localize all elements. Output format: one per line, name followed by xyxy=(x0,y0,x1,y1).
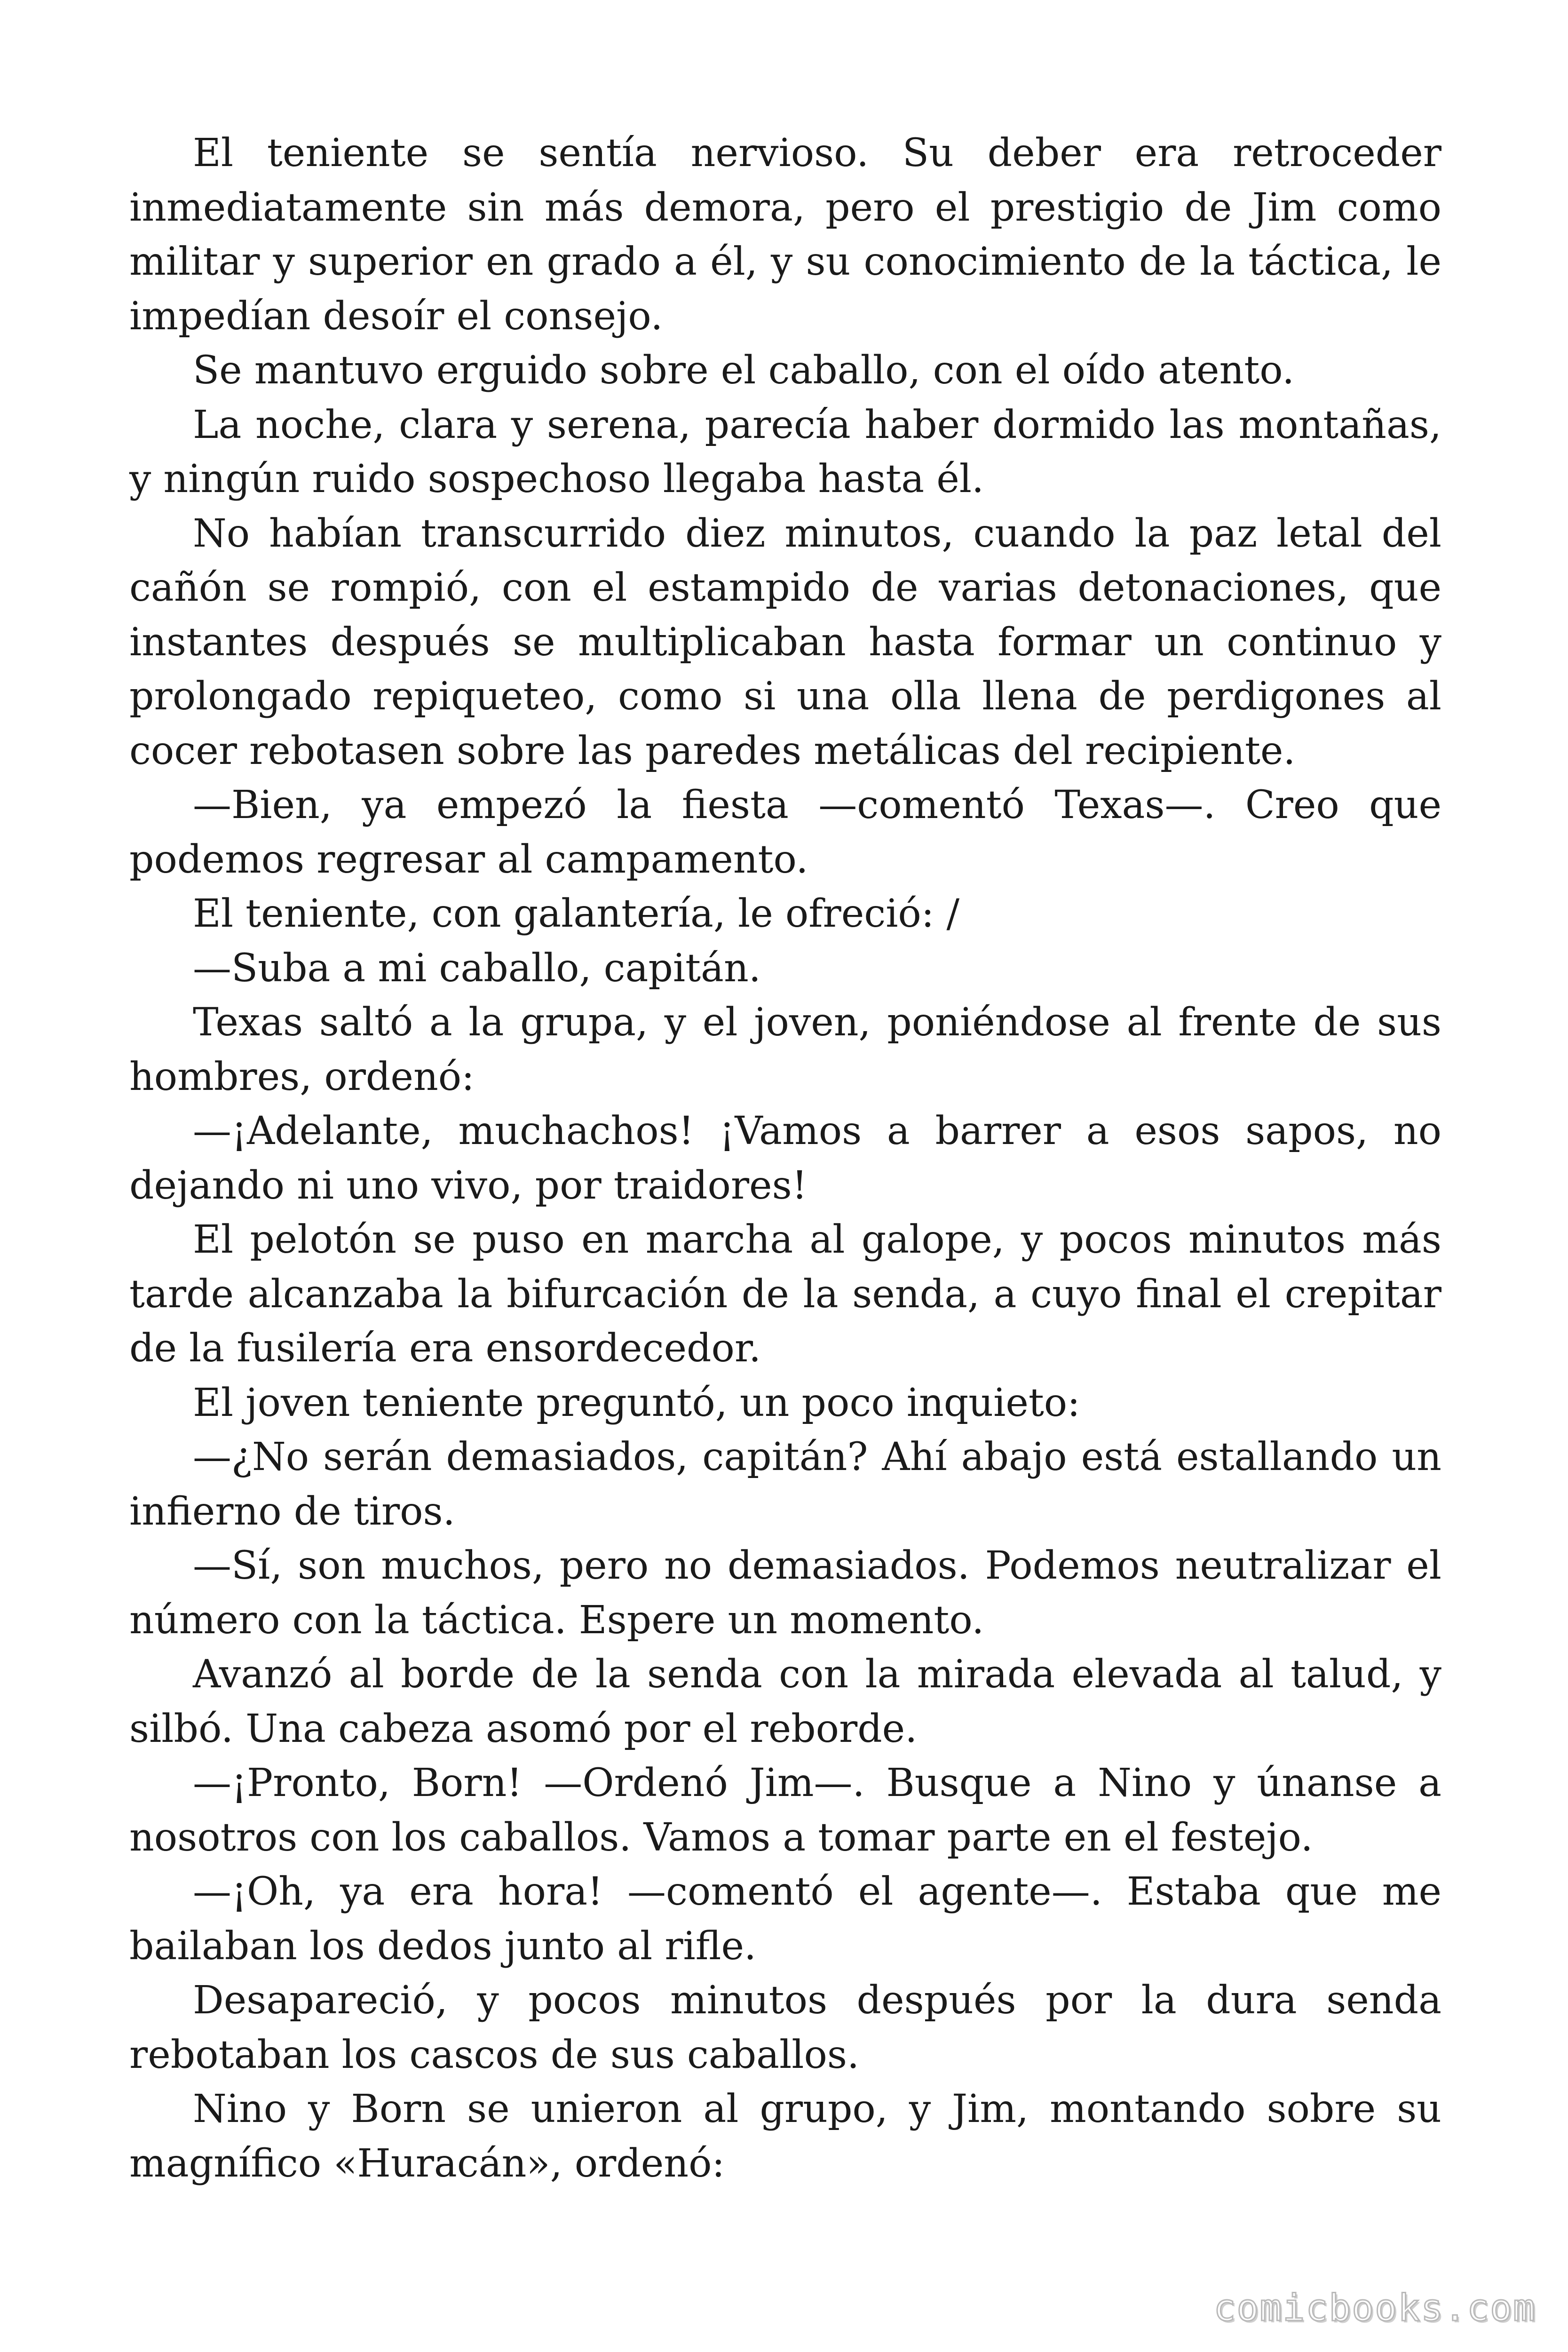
paragraph: La noche, clara y serena, parecía haber dormido las montañas, y ningún ruido sospechoso llegaba hasta él. xyxy=(129,402,1441,501)
paragraph: —¡Oh, ya era hora! —comentó el agente—. Estaba que me bailaban los dedos junto al rifle. xyxy=(129,1869,1441,1969)
paragraph: Desapareció, y pocos minutos después por la dura senda rebotaban los cascos de sus caballos. xyxy=(129,1978,1441,2077)
paragraph: —Sí, son muchos, pero no demasiados. Podemos neutralizar el número con la táctica. Espere un momento. xyxy=(129,1543,1441,1643)
paragraph: Avanzó al borde de la senda con la mirada elevada al talud, y silbó. Una cabeza asomó por el reborde. xyxy=(129,1652,1441,1751)
paragraph: —¡Pronto, Born! —Ordenó Jim—. Busque a Nino y únanse a nosotros con los caballos. Vamos a tomar parte en el festejo. xyxy=(129,1761,1441,1860)
paragraph: El pelotón se puso en marcha al galope, y pocos minutos más tarde alcanzaba la bifurcación de la senda, a cuyo final el crepitar de la fusilería era ensordecedor. xyxy=(129,1217,1441,1371)
paragraph: —Suba a mi caballo, capitán. xyxy=(193,946,761,991)
paragraph: Se mantuvo erguido sobre el caballo, con el oído atento. xyxy=(193,348,1295,393)
paragraph: Texas saltó a la grupa, y el joven, poniéndose al frente de sus hombres, ordenó: xyxy=(129,1000,1441,1099)
paragraph: El joven teniente preguntó, un poco inquieto: xyxy=(193,1380,1080,1425)
paragraph: —Bien, ya empezó la fiesta —comentó Texas—. Creo que podemos regresar al campamento. xyxy=(129,783,1441,882)
page-body xyxy=(129,126,1441,2191)
watermark: comicbooks.com xyxy=(1213,2287,1536,2329)
paragraph: —¿No serán demasiados, capitán? Ahí abajo está estallando un infierno de tiros. xyxy=(129,1435,1441,1534)
paragraph: Nino y Born se unieron al grupo, y Jim, montando sobre su magnífico «Huracán», ordenó: xyxy=(129,2087,1441,2186)
paragraph: —¡Adelante, muchachos! ¡Vamos a barrer a esos sapos, no dejando ni uno vivo, por traidores! xyxy=(129,1109,1441,1208)
paragraph: El teniente se sentía nervioso. Su deber era retroceder inmediatamente sin más demora, pero el prestigio de Jim como militar y superior en grado a él, y su conocimiento de la táctica, le impedían desoír el consejo. xyxy=(129,131,1441,339)
paragraph: El teniente, con galantería, le ofreció: / xyxy=(193,891,960,936)
paragraph: No habían transcurrido diez minutos, cuando la paz letal del cañón se rompió, con el estampido de varias detonaciones, que instantes después se multiplicaban hasta formar un continuo y prolongado repiqueteo, como si una olla llena de perdigones al cocer rebotasen sobre las paredes metálicas del recipiente. xyxy=(129,511,1441,773)
